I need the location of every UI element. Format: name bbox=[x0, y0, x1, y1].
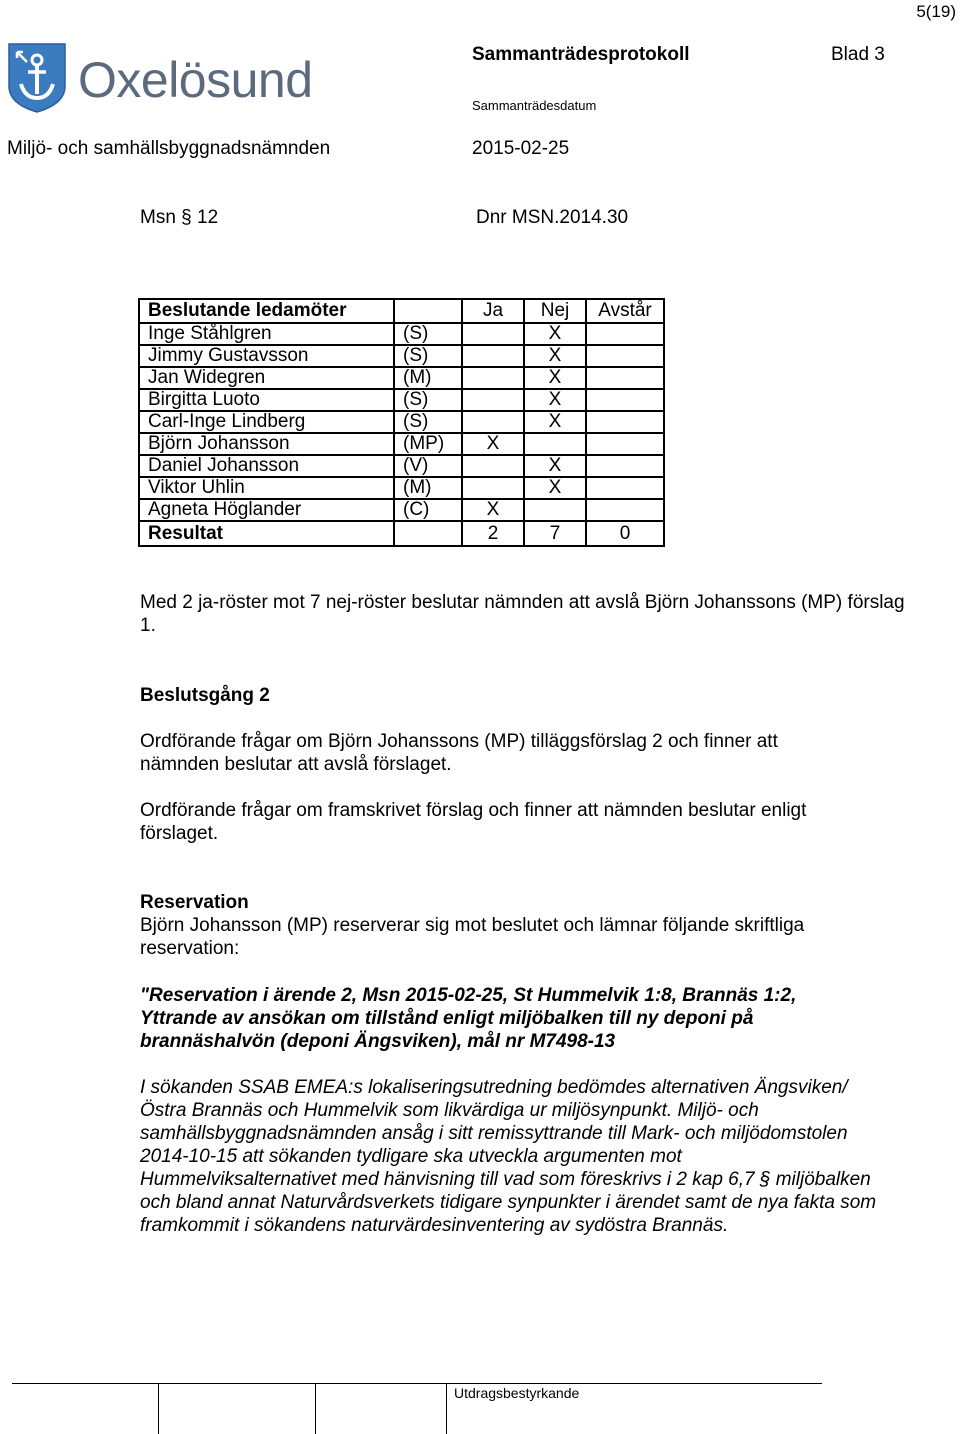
member-name-cell: Björn Johansson bbox=[139, 433, 394, 455]
party-cell bbox=[394, 299, 462, 323]
table-row bbox=[139, 411, 664, 433]
member-name-cell: Resultat bbox=[139, 521, 394, 546]
beslutsgang-heading: Beslutsgång 2 bbox=[140, 685, 270, 706]
footer-divider bbox=[315, 1383, 316, 1434]
table-row bbox=[139, 323, 664, 345]
yes-cell bbox=[462, 367, 524, 389]
party-cell: (M) bbox=[394, 367, 462, 389]
party-cell: (S) bbox=[394, 345, 462, 367]
no-cell bbox=[524, 433, 586, 455]
result-row bbox=[139, 521, 664, 546]
table-row bbox=[139, 433, 664, 455]
member-name-cell: Viktor Uhlin bbox=[139, 477, 394, 499]
footer-divider bbox=[446, 1383, 447, 1434]
yes-cell bbox=[462, 411, 524, 433]
no-cell: X bbox=[524, 323, 586, 345]
party-cell: (MP) bbox=[394, 433, 462, 455]
party-cell: (C) bbox=[394, 499, 462, 521]
member-name-cell: Beslutande ledamöter bbox=[139, 299, 394, 323]
table-row bbox=[139, 389, 664, 411]
beslutsgang-paragraph-2: Ordförande frågar om framskrivet förslag och finner att nämnden beslutar enligt förslaget. bbox=[140, 800, 807, 844]
abstain-cell bbox=[586, 323, 664, 345]
footer-certification-label: Utdragsbestyrkande bbox=[454, 1385, 580, 1401]
reservation-heading: Reservation bbox=[140, 892, 249, 913]
no-cell: X bbox=[524, 345, 586, 367]
beslutsgang-paragraph-1: Ordförande frågar om Björn Johanssons (MP) tilläggsförslag 2 och finner att nämnden beslutar att avslå förslaget. bbox=[140, 731, 778, 775]
party-cell: (V) bbox=[394, 455, 462, 477]
table-row bbox=[139, 477, 664, 499]
page-number: 5(19) bbox=[916, 2, 956, 21]
reservation-text: I sökanden SSAB EMEA:s lokaliseringsutredning bedömdes alternativen Ängsviken/Östra Brannäs och Hummelvik som likvärdiga ur miljösynpunkt. Miljö- och samhällsbyggnadsnämnden ansåg i sitt remissyttrande till Mark- och miljödomstolen 2014-10-15 att sökanden tydligare ska utveckla argumenten mot Hummelviksalternativet med hänvisning till vad som föreskrivs i 2 kap 6,7 § miljöbalken och bland annat Naturvårdsverkets tidigare synpunkter i ärendet samt de nya fakta som framkommit i sökandens naturvärdesinventering av sydöstra Brannäs. bbox=[140, 1077, 877, 1236]
reservation-intro: Björn Johansson (MP) reserverar sig mot beslutet och lämnar följande skriftliga reservation: bbox=[140, 915, 805, 959]
table-row bbox=[139, 345, 664, 367]
municipal-coat-of-arms-icon bbox=[7, 42, 67, 114]
no-cell: X bbox=[524, 477, 586, 499]
member-name-cell: Daniel Johansson bbox=[139, 455, 394, 477]
footer-divider bbox=[158, 1383, 159, 1434]
no-cell: Nej bbox=[524, 299, 586, 323]
abstain-cell: Avstår bbox=[586, 299, 664, 323]
abstain-cell: 0 bbox=[586, 521, 664, 546]
member-name-cell: Birgitta Luoto bbox=[139, 389, 394, 411]
table-header-row bbox=[139, 299, 664, 323]
yes-cell: X bbox=[462, 433, 524, 455]
yes-cell: Ja bbox=[462, 299, 524, 323]
party-cell bbox=[394, 521, 462, 546]
member-name-cell: Inge Ståhlgren bbox=[139, 323, 394, 345]
yes-cell bbox=[462, 389, 524, 411]
case-number: Dnr MSN.2014.30 bbox=[476, 207, 629, 228]
meeting-date-label: Sammanträdesdatum bbox=[472, 98, 597, 113]
sheet-number: Blad 3 bbox=[831, 44, 885, 65]
abstain-cell bbox=[586, 455, 664, 477]
vote-result-text: Med 2 ja-röster mot 7 nej-röster beslutar nämnden att avslå Björn Johanssons (MP) förslag 1. bbox=[140, 592, 905, 636]
abstain-cell bbox=[586, 411, 664, 433]
party-cell: (S) bbox=[394, 411, 462, 433]
abstain-cell bbox=[586, 389, 664, 411]
committee-name: Miljö- och samhällsbyggnadsnämnden bbox=[7, 138, 331, 159]
table-row bbox=[139, 455, 664, 477]
member-name-cell: Agneta Höglander bbox=[139, 499, 394, 521]
abstain-cell bbox=[586, 345, 664, 367]
member-name-cell: Jan Widegren bbox=[139, 367, 394, 389]
yes-cell bbox=[462, 477, 524, 499]
table-row bbox=[139, 367, 664, 389]
document-title: Sammanträdesprotokoll bbox=[472, 44, 690, 65]
abstain-cell bbox=[586, 499, 664, 521]
yes-cell bbox=[462, 323, 524, 345]
no-cell: X bbox=[524, 411, 586, 433]
abstain-cell bbox=[586, 433, 664, 455]
yes-cell: 2 bbox=[462, 521, 524, 546]
vote-table bbox=[138, 298, 665, 547]
abstain-cell bbox=[586, 367, 664, 389]
yes-cell bbox=[462, 345, 524, 367]
logo-wordmark: Oxelösund bbox=[78, 52, 313, 108]
reservation-title: "Reservation i ärende 2, Msn 2015-02-25, St Hummelvik 1:8, Brannäs 1:2, Yttrande av ansökan om tillstånd enligt miljöbalken till ny deponi på brannäshalvön (deponi Ängsviken), mål nr M7498-13 bbox=[140, 985, 797, 1052]
member-name-cell: Jimmy Gustavsson bbox=[139, 345, 394, 367]
table-row bbox=[139, 499, 664, 521]
party-cell: (S) bbox=[394, 389, 462, 411]
footer-rule bbox=[12, 1383, 822, 1384]
paragraph-number: Msn § 12 bbox=[140, 207, 219, 228]
member-name-cell: Carl-Inge Lindberg bbox=[139, 411, 394, 433]
yes-cell: X bbox=[462, 499, 524, 521]
no-cell: 7 bbox=[524, 521, 586, 546]
no-cell: X bbox=[524, 367, 586, 389]
no-cell: X bbox=[524, 455, 586, 477]
yes-cell bbox=[462, 455, 524, 477]
abstain-cell bbox=[586, 477, 664, 499]
meeting-date: 2015-02-25 bbox=[472, 138, 570, 159]
no-cell bbox=[524, 499, 586, 521]
party-cell: (S) bbox=[394, 323, 462, 345]
no-cell: X bbox=[524, 389, 586, 411]
party-cell: (M) bbox=[394, 477, 462, 499]
